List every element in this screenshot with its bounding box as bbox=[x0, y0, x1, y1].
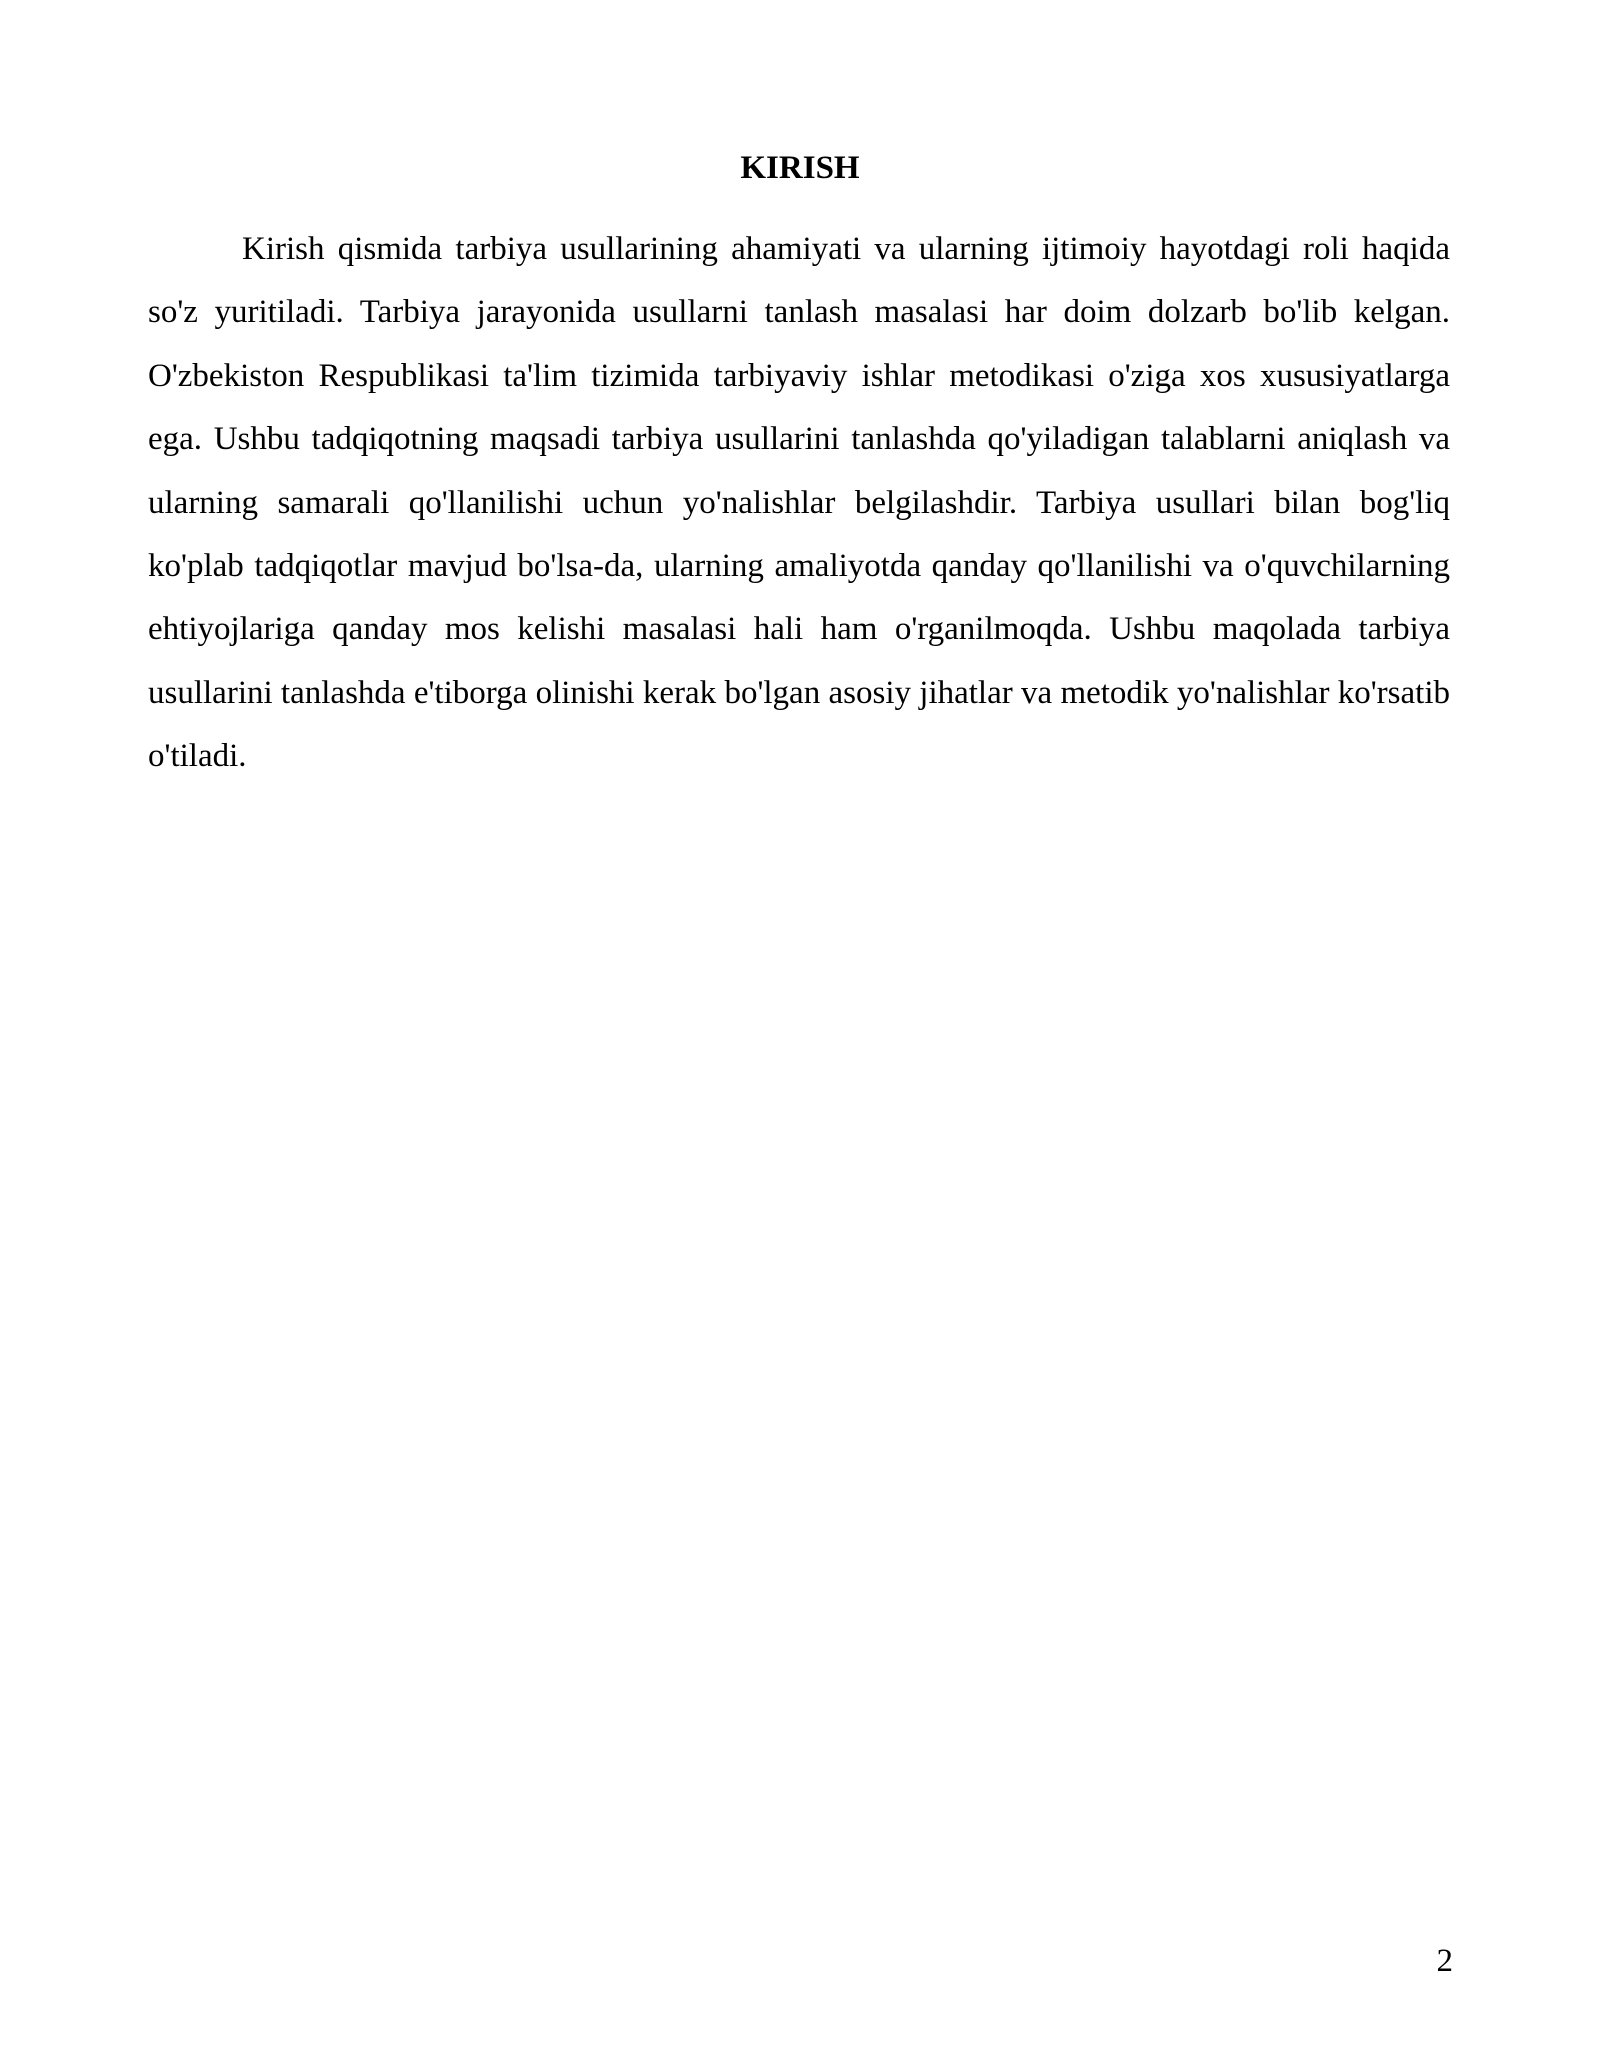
body-paragraph: Kirish qismida tarbiya usullarining ahamiyati va ularning ijtimoiy hayotdagi roli haqida so'z yuritiladi. Tarbiya jarayonida usullarni tanlash masalasi har doim dolzarb bo'lib kelgan. O'zbekiston Respublikasi ta'lim tizimida tarbiyaviy ishlar metodikasi o'ziga xos xususiyatlarga ega. Ushbu tadqiqotning maqsadi tarbiya usullarini tanlashda qo'yiladigan talablarni aniqlash va ularning samarali qo'llanilishi uchun yo'nalishlar belgilashdir. Tarbiya usullari bilan bog'liq ko'plab tadqiqotlar mavjud bo'lsa-da, ularning amaliyotda qanday qo'llanilishi va o'quvchilarning ehtiyojlariga qanday mos kelishi masalasi hali ham o'rganilmoqda. Ushbu maqolada tarbiya usullarini tanlashda e'tiborga olinishi kerak bo'lgan asosiy jihatlar va metodik yo'nalishlar ko'rsatib o'tiladi. bbox=[148, 231, 1450, 775]
page-number: 2 bbox=[1436, 1943, 1453, 1979]
section-heading: KIRISH bbox=[740, 150, 860, 186]
